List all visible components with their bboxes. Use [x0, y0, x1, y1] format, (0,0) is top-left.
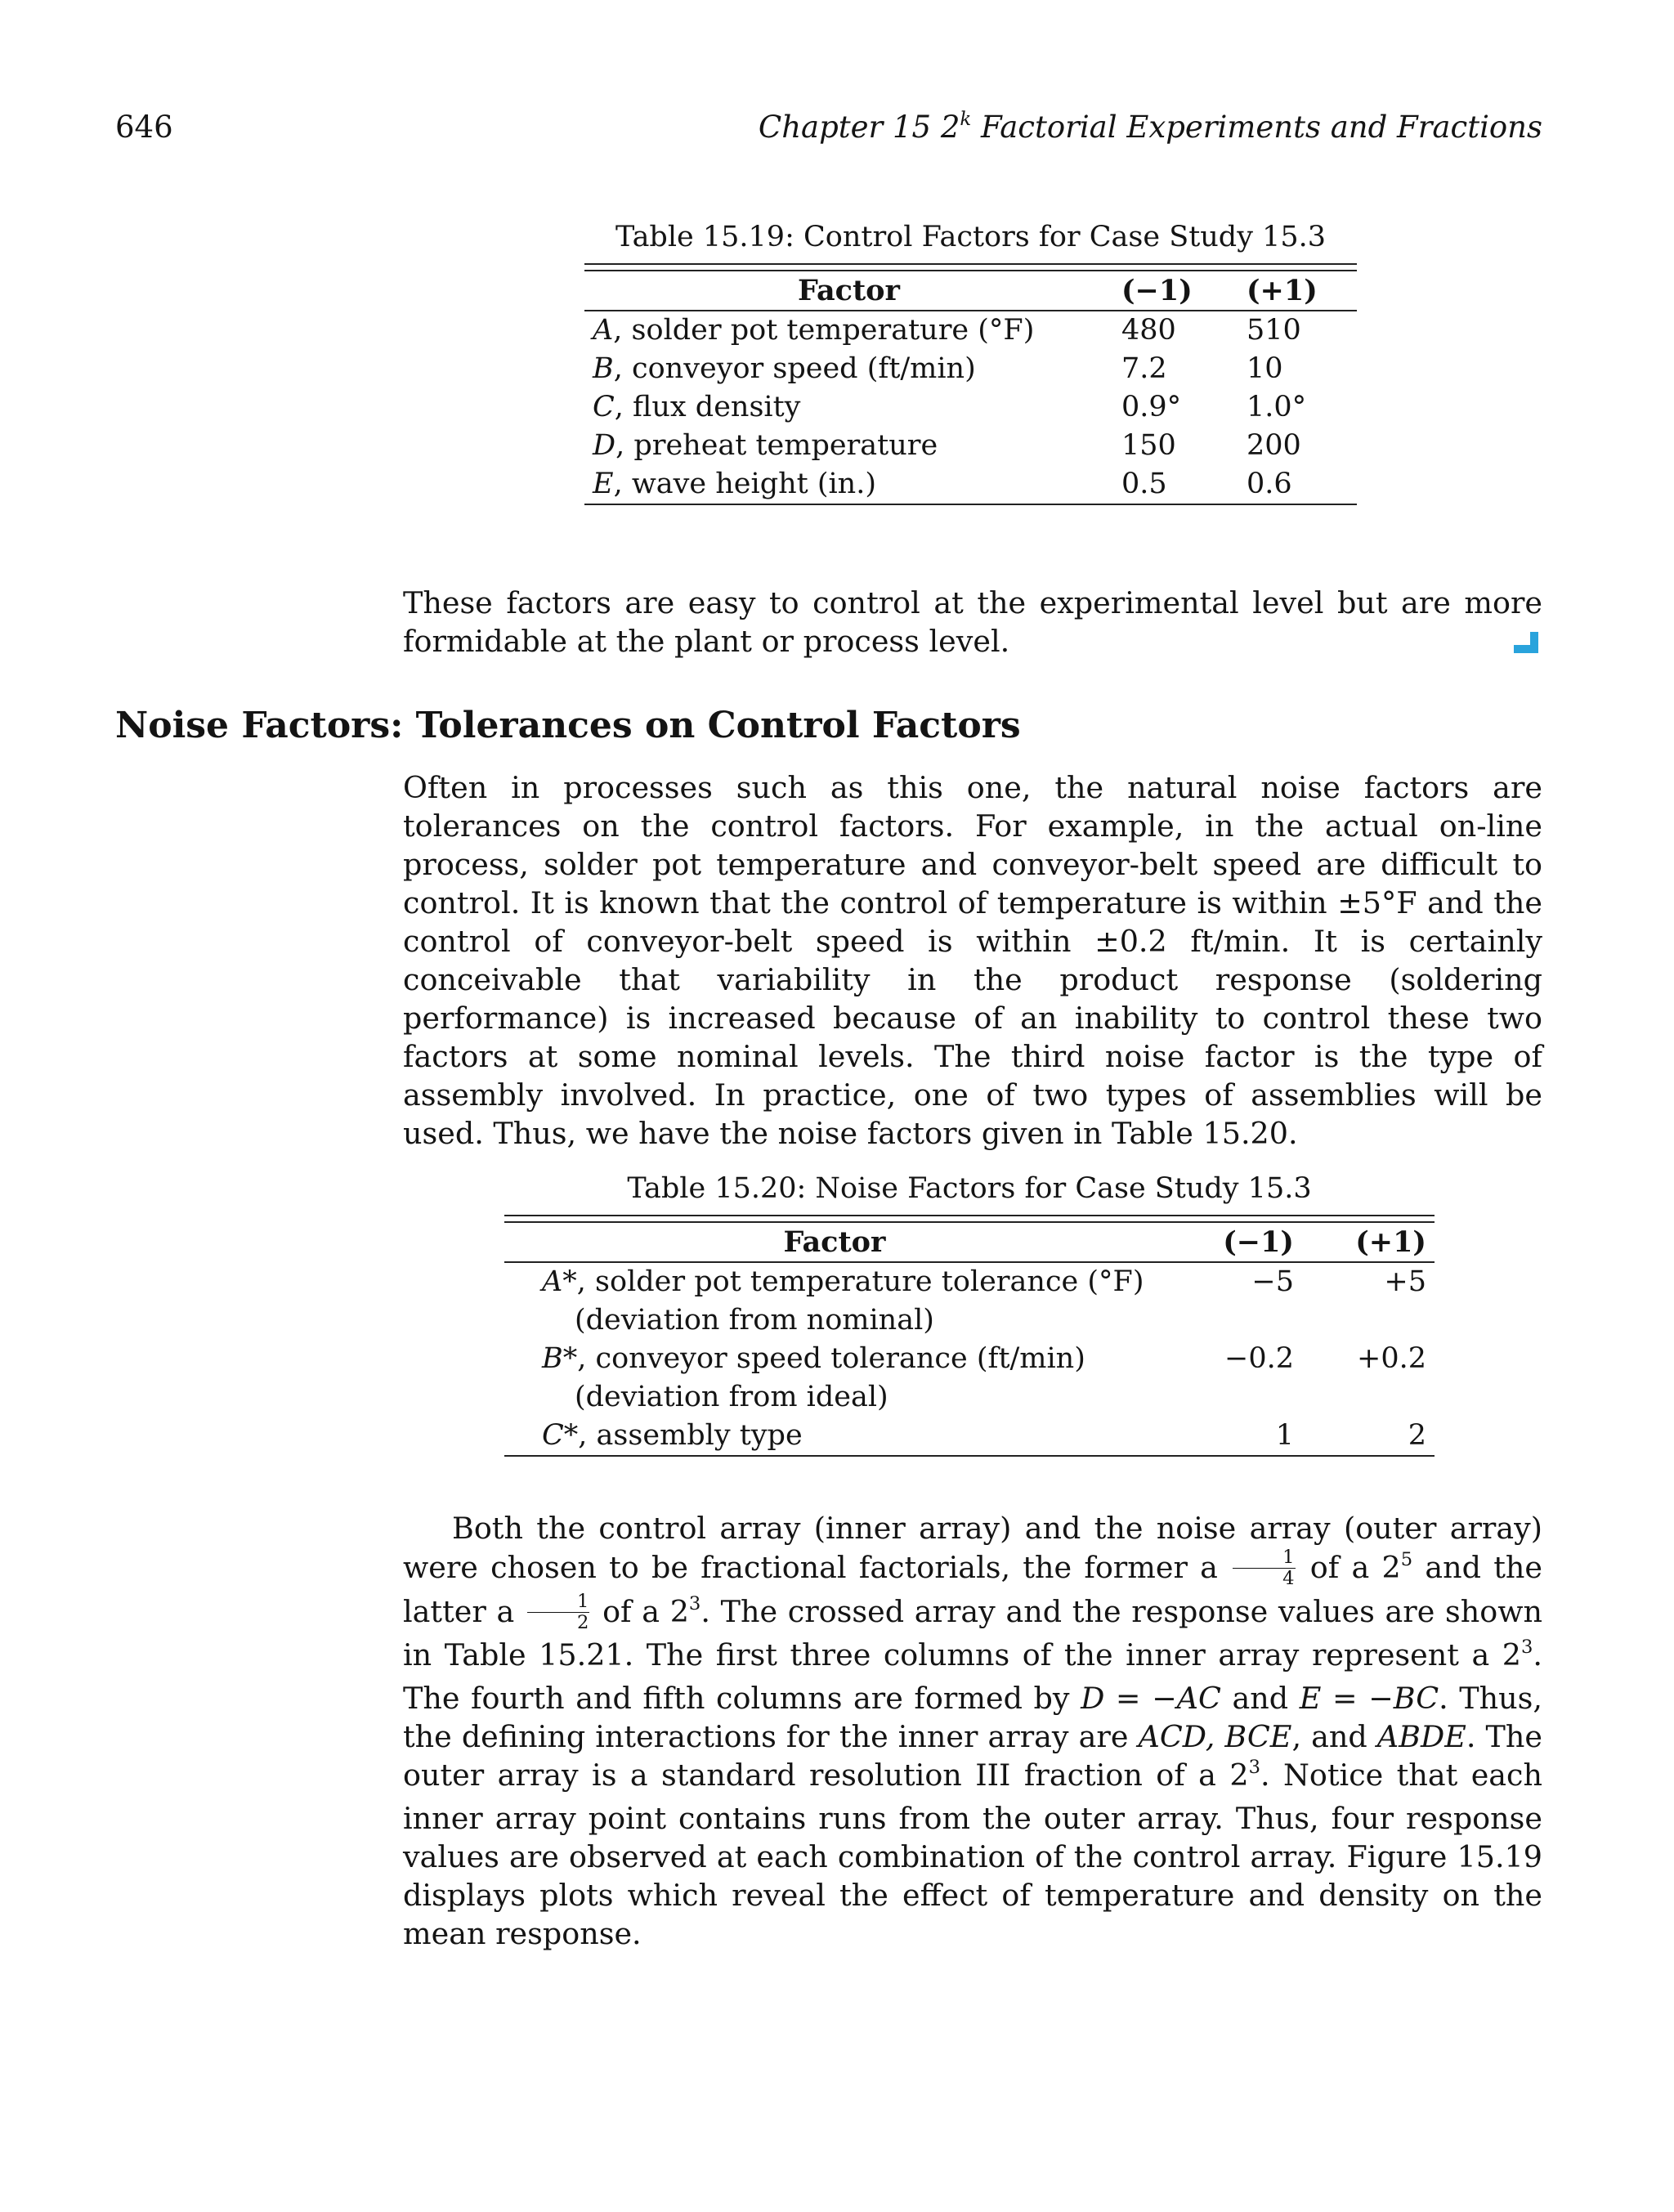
page-number: 646	[115, 110, 173, 145]
section-heading: Noise Factors: Tolerances on Control Factors	[115, 705, 1021, 746]
table1-cell-high: 10	[1247, 352, 1283, 385]
factor-label: , solder pot temperature (°F)	[613, 314, 1035, 347]
factor-var: C*	[542, 1419, 579, 1452]
p3-text: of a 2	[1297, 1549, 1401, 1585]
p3-text: . Thus, the defining interactions for the inner array are	[403, 1680, 1542, 1754]
fraction-denominator: 4	[1282, 1567, 1295, 1589]
table2-row-sub	[504, 1301, 1435, 1340]
table2-cell-low: −5	[1251, 1265, 1294, 1298]
factor-var: A*	[542, 1265, 577, 1298]
table1-cell-low: 0.9°	[1121, 391, 1182, 423]
p3-text: , and	[1291, 1718, 1377, 1754]
exponent: 3	[688, 1593, 701, 1615]
table2-cell-factor	[504, 1262, 1165, 1301]
table2-cell-high: +0.2	[1357, 1342, 1426, 1375]
table2-cell-factor	[504, 1340, 1165, 1378]
table1-cell-factor	[584, 465, 1113, 504]
table2	[504, 1215, 1435, 1457]
table1-row	[584, 311, 1357, 350]
fraction-numerator: 1	[527, 1592, 589, 1613]
table2-cell-high: 2	[1302, 1417, 1435, 1456]
factor-label: , conveyor speed tolerance (ft/min)	[577, 1342, 1085, 1375]
table2-cell-subtext: (deviation from nominal)	[575, 1304, 934, 1337]
table1-cell-low: 0.5	[1113, 465, 1238, 504]
table1-cell-factor	[584, 350, 1113, 388]
end-of-case-study-icon	[1514, 632, 1538, 653]
factor-label: , solder pot temperature tolerance (°F)	[576, 1265, 1144, 1298]
table2-cell-low: −0.2	[1224, 1342, 1294, 1375]
paragraph-3	[403, 1509, 1542, 1953]
table1-header-high: (+1)	[1238, 271, 1357, 311]
paragraph-1: These factors are easy to control at the experimental level but are more formidable at the plant or process level.	[403, 585, 1542, 659]
factor-label: , flux density	[614, 391, 801, 423]
table1-cell-factor	[584, 427, 1113, 465]
p3-text: . The crossed array and the response values are shown in Table 15.21. The first three columns of the inner array represent a 2	[403, 1593, 1542, 1672]
table2-row	[504, 1262, 1435, 1301]
table1-header-factor: Factor	[584, 271, 1113, 311]
table2-caption: Table 15.20: Noise Factors for Case Study 15.3	[627, 1172, 1312, 1205]
table1-cell-high: 1.0°	[1247, 391, 1307, 423]
factor-label: , wave height (in.)	[613, 468, 877, 500]
table2-row	[504, 1340, 1435, 1378]
factor-var: C	[593, 391, 615, 423]
factor-var: E	[593, 468, 614, 500]
table1-cell-low: 150	[1121, 429, 1176, 462]
running-head-sup: k	[960, 109, 972, 131]
fraction-denominator: 2	[576, 1611, 589, 1633]
table1-cell-high: 0.6	[1238, 465, 1357, 504]
table1-caption: Table 15.19: Control Factors for Case Study 15.3	[615, 221, 1327, 253]
equation: D = −AC	[1081, 1680, 1221, 1716]
table1-cell-high: 200	[1247, 429, 1301, 462]
p3-text: Both the control array (inner array) and the noise array (outer array) were chosen to be fractional factorials, the former a	[403, 1511, 1542, 1585]
table1-cell-low: 7.2	[1121, 352, 1167, 385]
table2-cell-low: 1	[1165, 1417, 1302, 1456]
table1	[584, 263, 1357, 505]
exponent: 5	[1400, 1549, 1413, 1571]
exponent: 3	[1248, 1757, 1260, 1779]
table2-cell-factor	[504, 1417, 1165, 1456]
fraction-numerator: 1	[1233, 1547, 1295, 1569]
table1-row	[584, 465, 1357, 504]
factor-label: , conveyor speed (ft/min)	[613, 352, 976, 385]
exponent: 3	[1520, 1637, 1533, 1659]
factor-var: A	[593, 314, 614, 347]
factor-var: D	[593, 429, 616, 462]
p3-text: . The fourth and fifth columns are formed by	[403, 1637, 1542, 1716]
table1-cell-factor	[584, 388, 1113, 427]
equation: ABDE	[1376, 1718, 1466, 1754]
table2-row-sub	[504, 1378, 1435, 1417]
table2-header-factor: Factor	[504, 1223, 1165, 1262]
table1-header-low: (−1)	[1113, 271, 1238, 311]
fraction-one-quarter	[1233, 1547, 1295, 1589]
p3-text: of a 2	[592, 1593, 689, 1629]
table1-row	[584, 350, 1357, 388]
running-head	[759, 110, 1542, 145]
p3-text: and	[1220, 1680, 1300, 1716]
table2-header-high: (+1)	[1302, 1223, 1435, 1262]
p3-text: and the latter a	[403, 1549, 1542, 1629]
table1-cell-low: 480	[1121, 314, 1176, 347]
table1-cell-factor	[584, 311, 1113, 350]
factor-var: B	[593, 352, 614, 385]
table1-row	[584, 388, 1357, 427]
table2-header-low: (−1)	[1165, 1223, 1302, 1262]
table2-cell-high: +5	[1384, 1265, 1426, 1298]
factor-label: , preheat temperature	[615, 429, 938, 462]
paragraph-2: Often in processes such as this one, the natural noise factors are tolerances on the control factors. For example, in the actual on-line process, solder pot temperature and conveyor-belt speed are difficult to control. It is known that the control of temperature is within ±5°F and the control of conveyor-belt speed is within ±0.2 ft/min. It is certainly conceivable that variability in the product response (soldering performance) is increased because of an inability to control these two factors at some nominal levels. The third noise factor is the type of assembly involved. In practice, one of two types of assemblies will be used. Thus, we have the noise factors given in Table 15.20.	[403, 770, 1542, 1151]
p3-text: . Notice that each inner array point contains runs from the outer array. Thus, four response values are observed at each combination of the control array. Figure 15.19 displays plots which reveal the effect of temperature and density on the mean response.	[403, 1757, 1543, 1951]
fraction-one-half	[527, 1592, 589, 1633]
table2-row	[504, 1417, 1435, 1456]
table1-cell-high: 510	[1247, 314, 1301, 347]
equation: E = −BC	[1299, 1680, 1439, 1716]
table2-cell-subtext: (deviation from ideal)	[575, 1381, 888, 1413]
factor-label: , assembly type	[578, 1419, 803, 1452]
running-head-suffix: Factorial Experiments and Fractions	[971, 110, 1542, 145]
running-head-prefix: Chapter 15 2	[758, 110, 960, 145]
p3-text: . The outer array is a standard resolution III fraction of a 2	[403, 1718, 1542, 1793]
factor-var: B*	[542, 1342, 578, 1375]
equation: ACD, BCE	[1138, 1718, 1292, 1754]
table1-row	[584, 427, 1357, 465]
